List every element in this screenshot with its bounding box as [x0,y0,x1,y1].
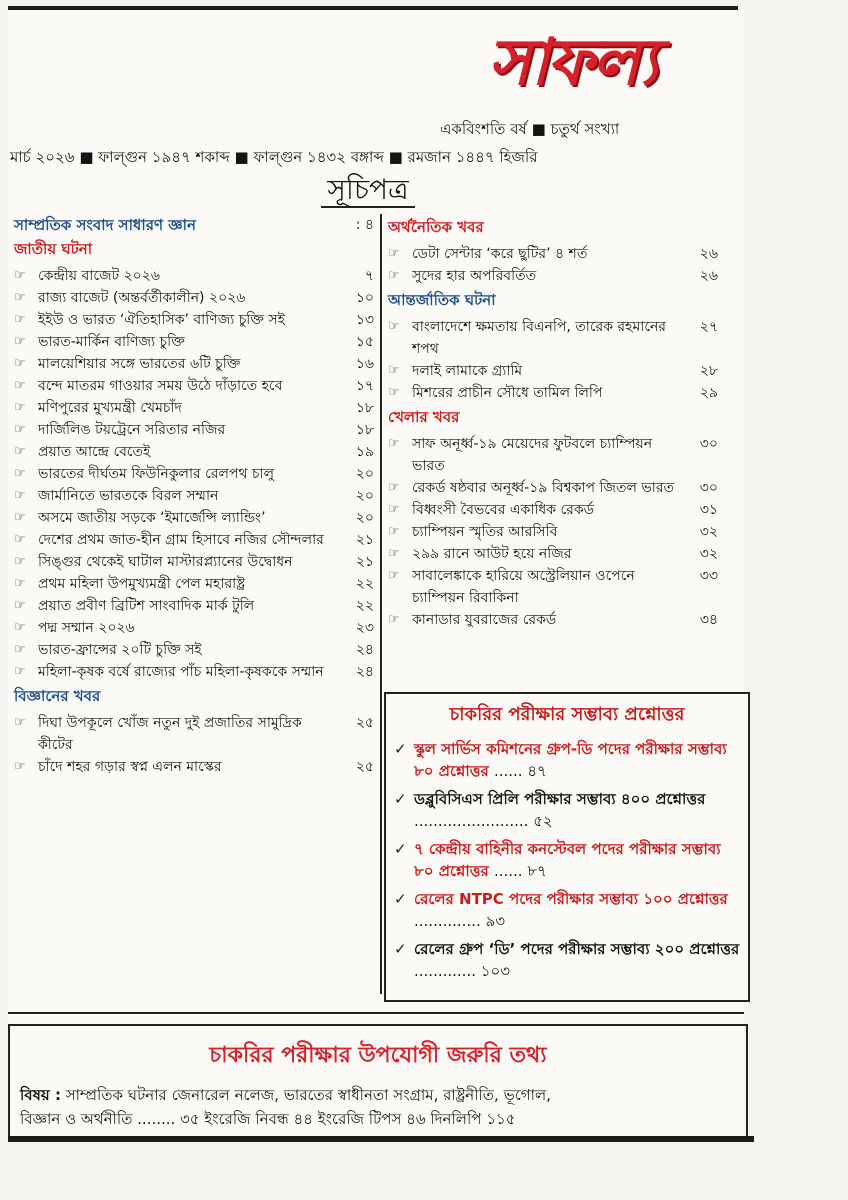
exam-qa-entry[interactable] [386,885,748,935]
toc-entry-title: বন্দে মাতরম গাওয়ার সময় উঠে দাঁড়াতে হবে [38,378,283,394]
toc-entry[interactable] [14,507,374,529]
exam-qa-title: রেলের NTPC পদের পরীক্ষার সম্ভাব্য ১০০ প্রশ্নোত্তর [414,890,728,908]
section-rule [8,1012,744,1014]
pointing-hand-icon: ☞ [388,480,400,495]
pointing-hand-icon: ☞ [388,502,400,517]
toc-entry-page: ৩০ [699,480,718,496]
pointing-hand-icon: ☞ [14,400,26,415]
pointing-hand-icon: ☞ [14,759,26,774]
toc-entry-title: চ্যাম্পিয়ন স্মৃতির আরসিবি [412,524,558,540]
toc-entry-page: ৩১ [699,502,718,518]
magazine-logo: সাফল্য [488,26,656,100]
pointing-hand-icon: ☞ [388,319,400,334]
toc-entry-title: ভারত-ফ্রান্সের ২০টি চুক্তি সই [38,642,202,658]
pointing-hand-icon: ☞ [14,334,26,349]
pointing-hand-icon: ☞ [14,510,26,525]
toc-entry-title: রেকর্ড ষষ্ঠবার অনূর্ধ্ব-১৯ বিশ্বকাপ জিতল ভারত [412,480,675,496]
toc-entry-page: ৩০ [699,436,718,452]
exam-qa-page: ...... ৮৭ [493,862,547,880]
pointing-hand-icon: ☞ [388,436,400,451]
toc-entry[interactable] [14,756,374,778]
toc-entry-title: বাংলাদেশে ক্ষমতায় বিএনপি, তারেক রহমানের শপথ [412,319,667,357]
check-icon: ✓ [394,790,407,808]
toc-entry[interactable] [14,485,374,507]
toc-entry-page: ২৬ [699,246,718,262]
exam-qa-title: রেলের গ্রুপ ‘ডি’ পদের পরীক্ষার সম্ভাব্য ২০০ প্রশ্নোত্তর [414,940,740,958]
toc-entry-page: ২৪ [355,642,374,658]
pointing-hand-icon: ☞ [14,444,26,459]
pointing-hand-icon: ☞ [14,532,26,547]
pointing-hand-icon: ☞ [14,664,26,679]
toc-entry-title: দেশের প্রথম জাত-হীন গ্রাম হিসাবে নজির সৌন্দলার [38,532,324,548]
toc-entry-page: ২০ [355,510,374,526]
toc-entry-page: ১৫ [355,334,374,350]
exam-qa-title: স্কুল সার্ভিস কমিশনের গ্রুপ-ডি পদের পরীক্ষার সম্ভাব্য ৮০ প্রশ্নোত্তর [414,740,727,780]
useful-info-box [8,1024,748,1140]
pointing-hand-icon: ☞ [14,290,26,305]
toc-entry-title: মিশরের প্রাচীন সৌধে তামিল লিপি [412,385,603,401]
toc-entry[interactable] [14,529,374,551]
toc-entry[interactable] [14,463,374,485]
pointing-hand-icon: ☞ [14,554,26,569]
pointing-hand-icon: ☞ [14,642,26,657]
international-heading: আন্তর্জাতিক ঘটনা [388,291,496,309]
pointing-hand-icon: ☞ [388,363,400,378]
bottom-rule [8,1136,754,1142]
toc-entry-page: ২৬ [699,268,718,284]
toc-entry[interactable] [14,309,374,331]
toc-entry[interactable] [388,477,718,499]
pointing-hand-icon: ☞ [14,356,26,371]
toc-entry-title: মণিপুরের মুখ্যমন্ত্রী খেমচাঁদ [38,400,182,416]
toc-entry[interactable] [388,521,718,543]
exam-qa-entry[interactable] [386,785,748,835]
toc-entry[interactable] [388,360,718,382]
exam-qa-page: ........................ ৫২ [414,812,553,830]
pointing-hand-icon: ☞ [14,422,26,437]
pointing-hand-icon: ☞ [388,546,400,561]
pointing-hand-icon: ☞ [14,598,26,613]
exam-qa-entry[interactable] [386,735,748,785]
toc-entry-page: ২৮ [699,363,718,379]
toc-entry-title: প্রথম মহিলা উপমুখ্যমন্ত্রী পেল মহারাষ্ট্র [38,576,246,592]
toc-entry-title: চাঁদে শহর গড়ার স্বপ্ন এলন মাস্কের [38,759,222,775]
exam-qa-heading: চাকরির পরীক্ষার সম্ভাব্য প্রশ্নোত্তর [449,704,685,725]
page-title [0,168,736,215]
check-icon: ✓ [394,840,407,858]
pointing-hand-icon: ☞ [388,268,400,283]
toc-entry-title: প্রয়াত আন্দ্রে বেতেই [38,444,151,460]
toc-entry[interactable] [14,397,374,419]
left-column [14,214,374,778]
toc-entry[interactable] [388,265,718,287]
exam-qa-entry[interactable] [386,835,748,885]
toc-entry-page: ২২ [355,598,374,614]
national-list [14,265,374,683]
pointing-hand-icon: ☞ [388,385,400,400]
toc-entry-page: ১০ [355,290,374,306]
toc-entry-page: ২৫ [355,715,374,731]
toc-entry-page: ৭ [364,268,374,284]
toc-entry[interactable] [14,639,374,661]
toc-entry-page: ২০ [355,488,374,504]
toc-entry[interactable] [388,243,718,265]
toc-entry-title: সাবালেঙ্কাকে হারিয়ে অস্ট্রেলিয়ান ওপেনে চ্যাম্পিয়ন রিবাকিনা [412,568,635,606]
toc-entry-page: ২৩ [355,620,374,636]
right-column [388,214,718,631]
toc-entry-title: বিধ্বংসী বৈভবের একাধিক রেকর্ড [412,502,594,518]
toc-entry[interactable] [14,573,374,595]
useful-info-body [10,1075,746,1131]
economy-list [388,243,718,287]
science-list [14,712,374,778]
exam-qa-entry[interactable] [386,935,748,985]
toc-entry-title: সুদের হার অপরিবর্তিত [412,268,537,284]
toc-entry-page: ২৭ [699,319,718,335]
toc-entry-page: ৩৩ [699,568,718,584]
toc-entry-title: পদ্ম সম্মান ২০২৬ [38,620,135,636]
pointing-hand-icon: ☞ [388,568,400,583]
toc-entry[interactable] [388,382,718,404]
toc-entry[interactable] [388,433,718,477]
title-text: সূচিপত্র [321,173,414,208]
toc-entry-page: ২৪ [355,664,374,680]
toc-entry-title: রাজ্য বাজেট (অন্তর্বর্তীকালীন) ২০২৬ [38,290,246,306]
toc-entry[interactable] [14,551,374,573]
useful-info-heading: চাকরির পরীক্ষার উপযোগী জরুরি তথ্য [209,1043,547,1068]
pointing-hand-icon: ☞ [388,246,400,261]
toc-entry[interactable] [14,375,374,397]
toc-entry-title: প্রয়াত প্রবীণ ব্রিটিশ সাংবাদিক মার্ক টুলি [38,598,255,614]
toc-entry[interactable] [14,712,374,756]
toc-entry-page: ৩২ [699,546,718,562]
economy-heading: অর্থনৈতিক খবর [388,218,484,236]
exam-qa-title: ৭ কেন্দ্রীয় বাহিনীর কনস্টেবল পদের পরীক্ষার সম্ভাব্য ৮০ প্রশ্নোত্তর [414,840,721,880]
toc-entry-page: ১৮ [355,422,374,438]
toc-entry-page: ২০ [355,466,374,482]
toc-entry-title: দার্জিলিঙ টয়ট্রেনে সরিতার নজির [38,422,226,438]
pointing-hand-icon: ☞ [14,378,26,393]
issue-info: একবিংশতি বর্ষ ■ চতুর্থ সংখ্যা [440,120,620,138]
toc-entry-page: ১৭ [355,378,374,394]
pointing-hand-icon: ☞ [388,612,400,627]
toc-entry-title: কানাডার যুবরাজের রেকর্ড [412,612,557,628]
pointing-hand-icon: ☞ [388,524,400,539]
toc-entry[interactable] [388,543,718,565]
toc-entry-page: ২১ [355,532,374,548]
toc-entry-page: ২২ [355,576,374,592]
toc-entry[interactable] [388,609,718,631]
toc-entry-title: সিঙ্গুর থেকেই ঘাটাল মাস্টারপ্ল্যানের উদ্বোধন [38,554,293,570]
toc-entry[interactable] [14,287,374,309]
toc-entry-title: ডেটা সেন্টার ‘করে ছুটির’ ৪ শর্ত [412,246,588,262]
toc-entry-title: অসমে জাতীয় সড়কে ‘ইমার্জেন্সি ল্যান্ডিং’ [38,510,266,526]
date-line: মার্চ ২০২৬ ■ ফাল্গুন ১৯৪৭ শকাব্দ ■ ফাল্গুন ১৪৩২ বঙ্গাব্দ ■ রমজান ১৪৪৭ হিজরি [10,148,538,166]
toc-entry[interactable] [14,353,374,375]
exam-qa-title: ডব্লুবিসিএস প্রিলি পরীক্ষার সম্ভাব্য ৪০০ প্রশ্নোত্তর [414,790,706,808]
pointing-hand-icon: ☞ [14,466,26,481]
exam-qa-page: ............. ১০৩ [414,962,510,980]
toc-entry[interactable] [14,265,374,287]
toc-entry-title: দিঘা উপকূলে খোঁজ নতুন দুই প্রজাতির সামুদ্রিক কীটের [38,715,302,753]
toc-entry-title: দলাই লামাকে গ্র্যামি [412,363,523,379]
toc-entry-title: কেন্দ্রীয় বাজেট ২০২৬ [38,268,160,284]
pointing-hand-icon: ☞ [14,620,26,635]
toc-entry-page: ২৫ [355,759,374,775]
toc-entry[interactable] [14,617,374,639]
toc-entry-title: ভারত-মার্কিন বাণিজ্য চুক্তি [38,334,185,350]
check-icon: ✓ [394,740,407,758]
science-heading: বিজ্ঞানের খবর [14,687,101,705]
pointing-hand-icon: ☞ [14,488,26,503]
national-heading: জাতীয় ঘটনা [14,240,93,258]
pointing-hand-icon: ☞ [14,312,26,327]
toc-entry-page: ৩২ [699,524,718,540]
toc-entry-page: ১৬ [355,356,374,372]
general-knowledge-label: সাম্প্রতিক সংবাদ সাধারণ জ্ঞান [14,216,196,234]
check-icon: ✓ [394,890,407,908]
toc-entry-page: ১৯ [355,444,374,460]
general-knowledge-row[interactable] [14,214,374,236]
column-divider [380,214,382,994]
toc-entry[interactable] [14,661,374,683]
check-icon: ✓ [394,940,407,958]
exam-qa-page: .............. ৯৩ [414,912,506,930]
exam-qa-box [384,692,750,1002]
toc-entry-title: মালয়েশিয়ার সঙ্গে ভারতের ৬টি চুক্তি [38,356,241,372]
toc-entry[interactable] [14,441,374,463]
toc-entry-title: জার্মানিতে ভারতকে বিরল সম্মান [38,488,219,504]
exam-qa-list [386,735,748,985]
toc-entry-title: ২৯৯ রানে আউট হয়ে নজির [412,546,572,562]
international-list [388,316,718,404]
toc-entry-page: ১৮ [355,400,374,416]
exam-qa-page: ...... ৪৭ [493,762,547,780]
toc-entry[interactable] [388,316,718,360]
pointing-hand-icon: ☞ [14,576,26,591]
toc-entry-title: সাফ অনূর্ধ্ব-১৯ মেয়েদের ফুটবলে চ্যাম্পিয়ন ভারত [412,436,653,474]
pointing-hand-icon: ☞ [14,268,26,283]
toc-entry[interactable] [14,331,374,353]
sports-list [388,433,718,631]
toc-entry-page: ২১ [355,554,374,570]
toc-entry[interactable] [388,499,718,521]
subject-line-1: সাম্প্রতিক ঘটনার জেনারেল নলেজ, ভারতের স্বাধীনতা সংগ্রাম, রাষ্ট্রনীতি, ভূগোল, [65,1086,551,1104]
toc-entry[interactable] [14,419,374,441]
toc-entry[interactable] [388,565,718,609]
toc-entry-title: ইইউ ও ভারত ‘ঐতিহাসিক’ বাণিজ্য চুক্তি সই [38,312,285,328]
pointing-hand-icon: ☞ [14,715,26,730]
toc-entry-page: ৩৪ [699,612,718,628]
toc-entry-page: ২৯ [699,385,718,401]
general-knowledge-page: : ৪ [355,217,374,233]
subject-line-2: বিজ্ঞান ও অর্থনীতি ........ ৩৫ ইংরেজি নিবন্ধ ৪৪ ইংরেজি টিপস ৪৬ দিনলিপি ১১৫ [20,1110,516,1128]
toc-entry-title: ভারতের দীর্ঘতম ফিউনিকুলার রেলপথ চালু [38,466,275,482]
toc-entry[interactable] [14,595,374,617]
toc-entry-title: মহিলা-কৃষক বর্ষে রাজ্যের পাঁচ মহিলা-কৃষককে সম্মান [38,664,324,680]
sports-heading: খেলার খবর [388,408,460,426]
subject-label: বিষয় : [20,1086,61,1104]
toc-entry-page: ১৩ [355,312,374,328]
